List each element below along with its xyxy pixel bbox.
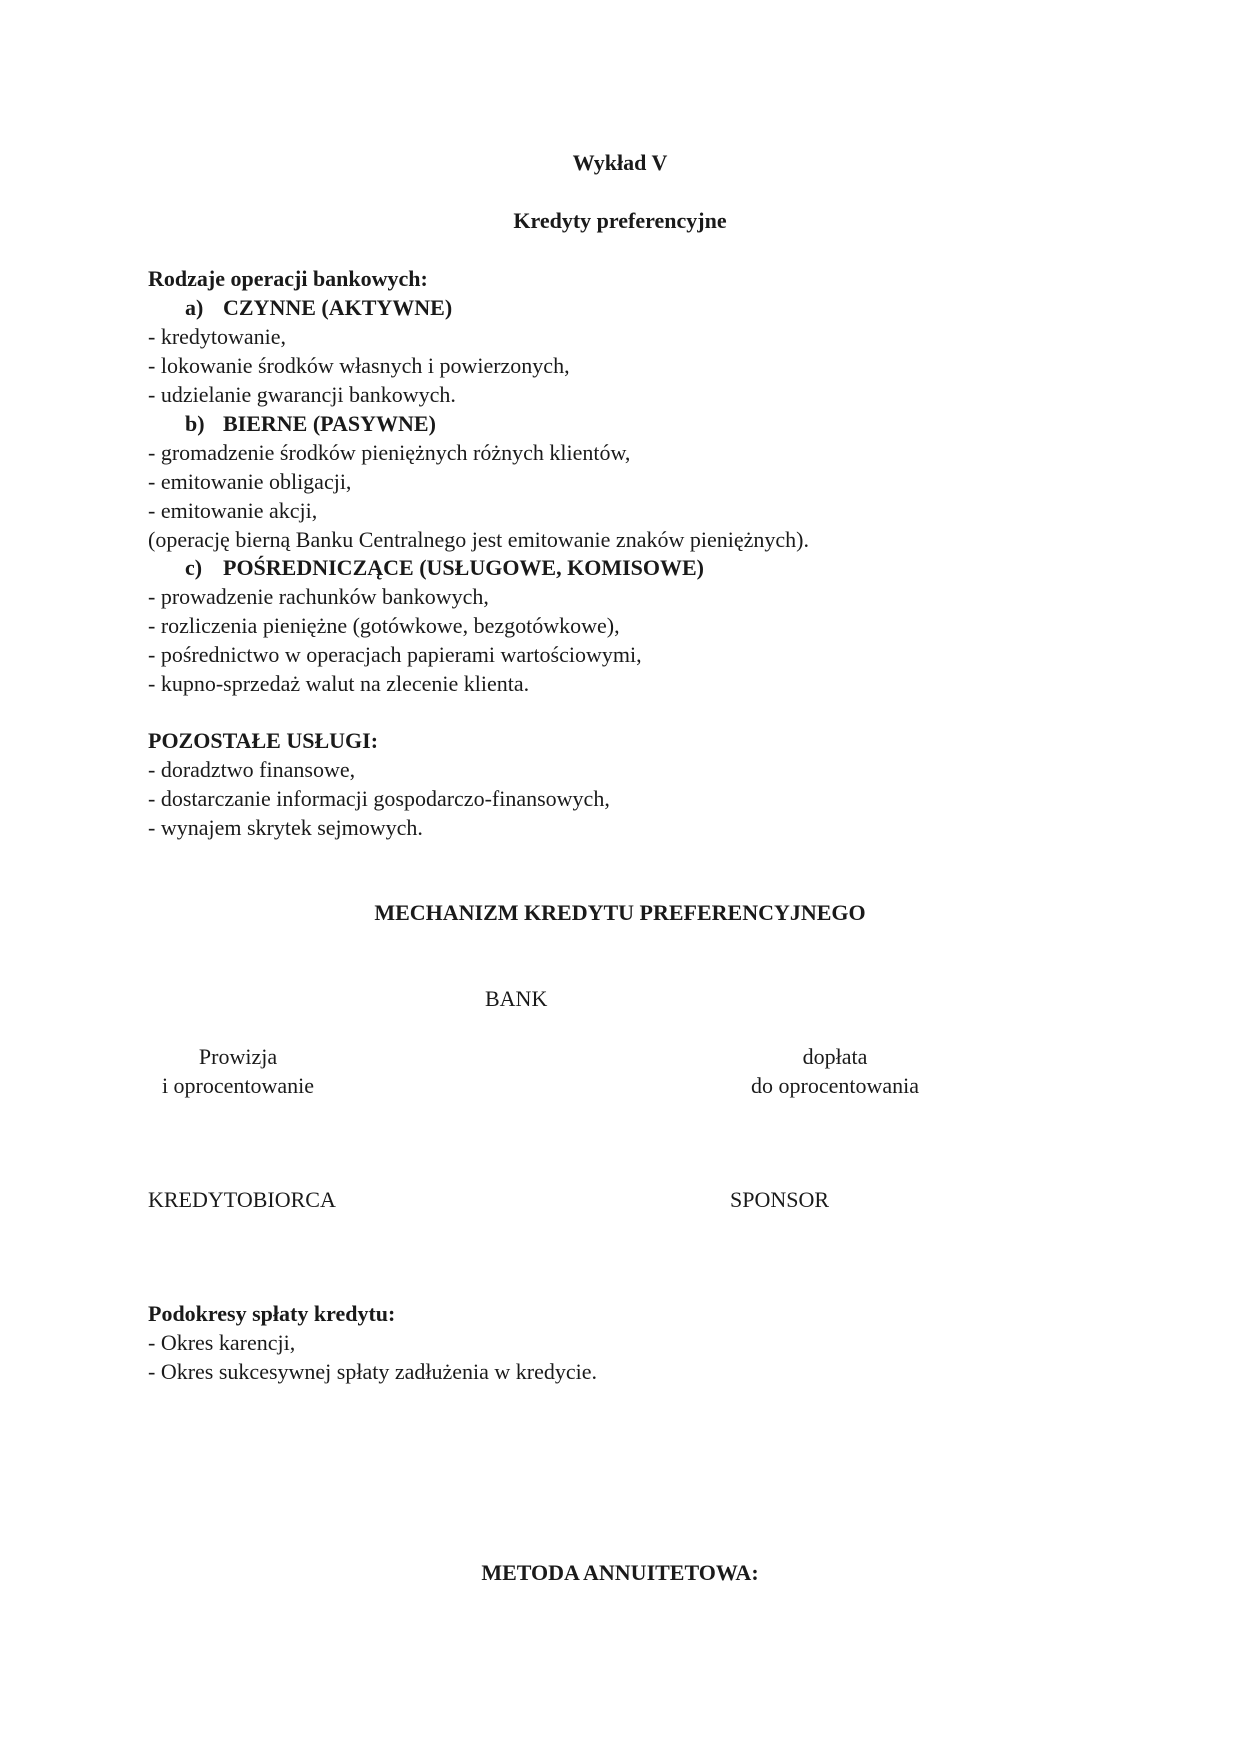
right-label-line2: do oprocentowania [751,1073,919,1098]
group-a-list [148,322,570,409]
mechanism-sponsor: SPONSOR [730,1187,830,1212]
list-item: - emitowanie akcji, [148,498,318,523]
mechanism-left-label [148,1042,328,1100]
list-item: - dostarczanie informacji gospodarczo-finansowych, [148,786,610,811]
list-item: - Okres karencji, [148,1330,296,1355]
list-item: - udzielanie gwarancji bankowych. [148,382,456,407]
list-item: - gromadzenie środków pieniężnych różnych klientów, [148,440,631,465]
group-c-letter: c) [185,555,203,580]
page-subtitle: Kredyty preferencyjne [513,208,727,233]
group-a-heading [185,293,452,322]
list-item: - rozliczenia pieniężne (gotówkowe, bezgotówkowe), [148,613,620,638]
list-item: - emitowanie obligacji, [148,469,352,494]
repayment-heading: Podokresy spłaty kredytu: [148,1301,396,1326]
list-item: - prowadzenie rachunków bankowych, [148,584,489,609]
left-label-line1: Prowizja [198,1044,278,1069]
mechanism-bank: BANK [485,986,548,1011]
mechanism-right-label [735,1042,935,1100]
list-item: (operację bierną Banku Centralnego jest emitowanie znaków pieniężnych). [148,527,809,552]
group-b-name: BIERNE (PASYWNE) [223,411,436,436]
group-b-heading [185,409,436,438]
group-b-list [148,438,809,554]
group-c-heading [185,553,704,582]
list-item: - kupno-sprzedaż walut na zlecenie klienta. [148,671,530,696]
group-c-list [148,582,642,698]
mechanism-heading: MECHANIZM KREDYTU PREFERENCYJNEGO [374,900,866,925]
annuity-heading: METODA ANNUITETOWA: [481,1560,759,1585]
repayment-list [148,1328,597,1386]
other-services-heading: POZOSTAŁE USŁUGI: [148,728,379,753]
operations-heading: Rodzaje operacji bankowych: [148,266,428,291]
list-item: - pośrednictwo w operacjach papierami wartościowymi, [148,642,642,667]
list-item: - lokowanie środków własnych i powierzonych, [148,353,570,378]
list-item: - doradztwo finansowe, [148,757,356,782]
group-a-name: CZYNNE (AKTYWNE) [223,295,453,320]
list-item: - Okres sukcesywnej spłaty zadłużenia w kredycie. [148,1359,598,1384]
right-label-line1: dopłata [802,1044,868,1069]
mechanism-borrower: KREDYTOBIORCA [148,1187,336,1212]
page-title: Wykład V [572,150,668,175]
group-b-letter: b) [185,411,205,436]
other-services-list [148,755,610,842]
list-item: - wynajem skrytek sejmowych. [148,815,423,840]
group-a-letter: a) [185,295,204,320]
group-c-name: POŚREDNICZĄCE (USŁUGOWE, KOMISOWE) [223,555,705,580]
list-item: - kredytowanie, [148,324,287,349]
left-label-line2: i oprocentowanie [161,1073,315,1098]
